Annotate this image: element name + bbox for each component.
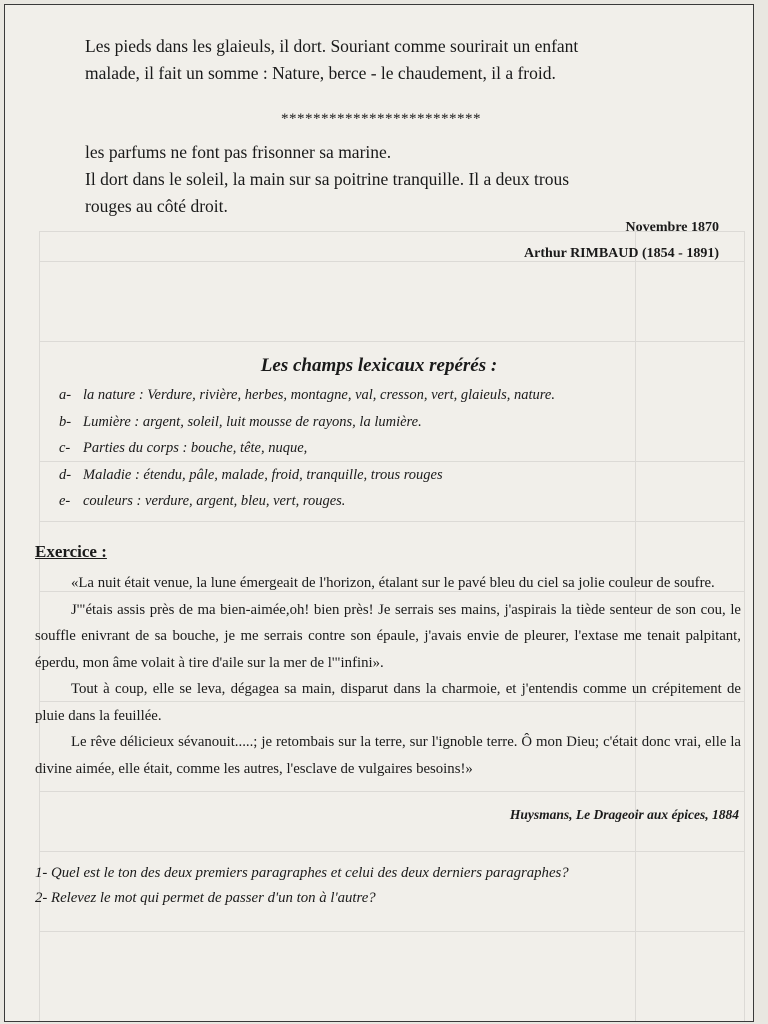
paragraph: Tout à coup, elle se leva, dégagea sa main, disparut dans la charmoie, et j'entendis comme un crépitement de pluie dans la feuillée. (35, 681, 741, 724)
poem-top (85, 33, 725, 87)
poem-author: Arthur RIMBAUD (1854 - 1891) (524, 246, 719, 261)
poem-line: Il dort dans le soleil, la main sur sa poitrine tranquille. Il a deux trous (85, 169, 570, 189)
list-item (59, 409, 555, 436)
questions-list (35, 861, 569, 911)
exercise-title: Exercice : (35, 542, 107, 561)
poem-line: Les pieds dans les glaieuls, il dort. Souriant comme sourirait un enfant (85, 36, 579, 56)
paragraph: Le rêve délicieux sévanouit.....; je retombais sur la terre, sur l'ignoble terre. Ô mon Dieu; c'était donc vrai, elle la divine aimée, elle était, comme les autres, l'esclave de vulgaires besoins!» (35, 734, 741, 777)
list-item-letter: e- (59, 493, 71, 509)
question-item: 1- Quel est le ton des deux premiers paragraphes et celui des deux derniers paragraphes? (35, 865, 569, 881)
list-item (59, 488, 555, 515)
list-item (59, 382, 555, 409)
list-item (59, 435, 555, 462)
poem-line: les parfums ne font pas frisonner sa marine. (85, 142, 392, 162)
poem-date: Novembre 1870 (625, 220, 719, 235)
document-page (4, 4, 754, 1022)
list-item-text: couleurs : verdure, argent, bleu, vert, rouges. (83, 493, 346, 509)
poem-bottom (85, 139, 725, 220)
poem-separator: ************************* (281, 111, 481, 127)
list-item-letter: c- (59, 440, 71, 456)
list-item (59, 462, 555, 489)
exercise-text (35, 570, 741, 782)
list-item-letter: b- (59, 413, 72, 430)
list-item-letter: d- (59, 466, 72, 483)
list-item-letter: a- (59, 387, 72, 403)
lexical-fields-list (59, 382, 555, 515)
exercise-citation: Huysmans, Le Drageoir aux épices, 1884 (509, 807, 739, 822)
paragraph: «La nuit était venue, la lune émergeait de l'horizon, étalant sur le pavé bleu du ciel sa jolie couleur de soufre. (71, 575, 715, 591)
poem-line: malade, il fait un somme : Nature, berce - le chaudement, il a froid. (85, 63, 556, 83)
list-item-text: la nature : Verdure, rivière, herbes, montagne, val, cresson, vert, glaieuls, nature. (83, 387, 555, 403)
list-item-text: Lumière : argent, soleil, luit mousse de rayons, la lumière. (83, 413, 422, 430)
list-item-text: Maladie : étendu, pâle, malade, froid, tranquille, trous rouges (83, 466, 443, 483)
paragraph: J'"étais assis près de ma bien-aimée,oh! bien près! Je serrais ses mains, j'aspirais la tiède senteur de son cou, le souffle enivrant de sa bouche, je me serrais contre son épaule, j'avais envie de pleurer, l'extase me tenait palpitant, éperdu, mon âme volait à tire d'aile sur la mer de l'"infini». (35, 601, 741, 671)
list-item-text: Parties du corps : bouche, tête, nuque, (83, 440, 308, 456)
poem-line: rouges au côté droit. (85, 196, 228, 216)
question-item: 2- Relevez le mot qui permet de passer d'un ton à l'autre? (35, 890, 376, 906)
lexical-fields-title: Les champs lexicaux repérés : (260, 355, 498, 376)
